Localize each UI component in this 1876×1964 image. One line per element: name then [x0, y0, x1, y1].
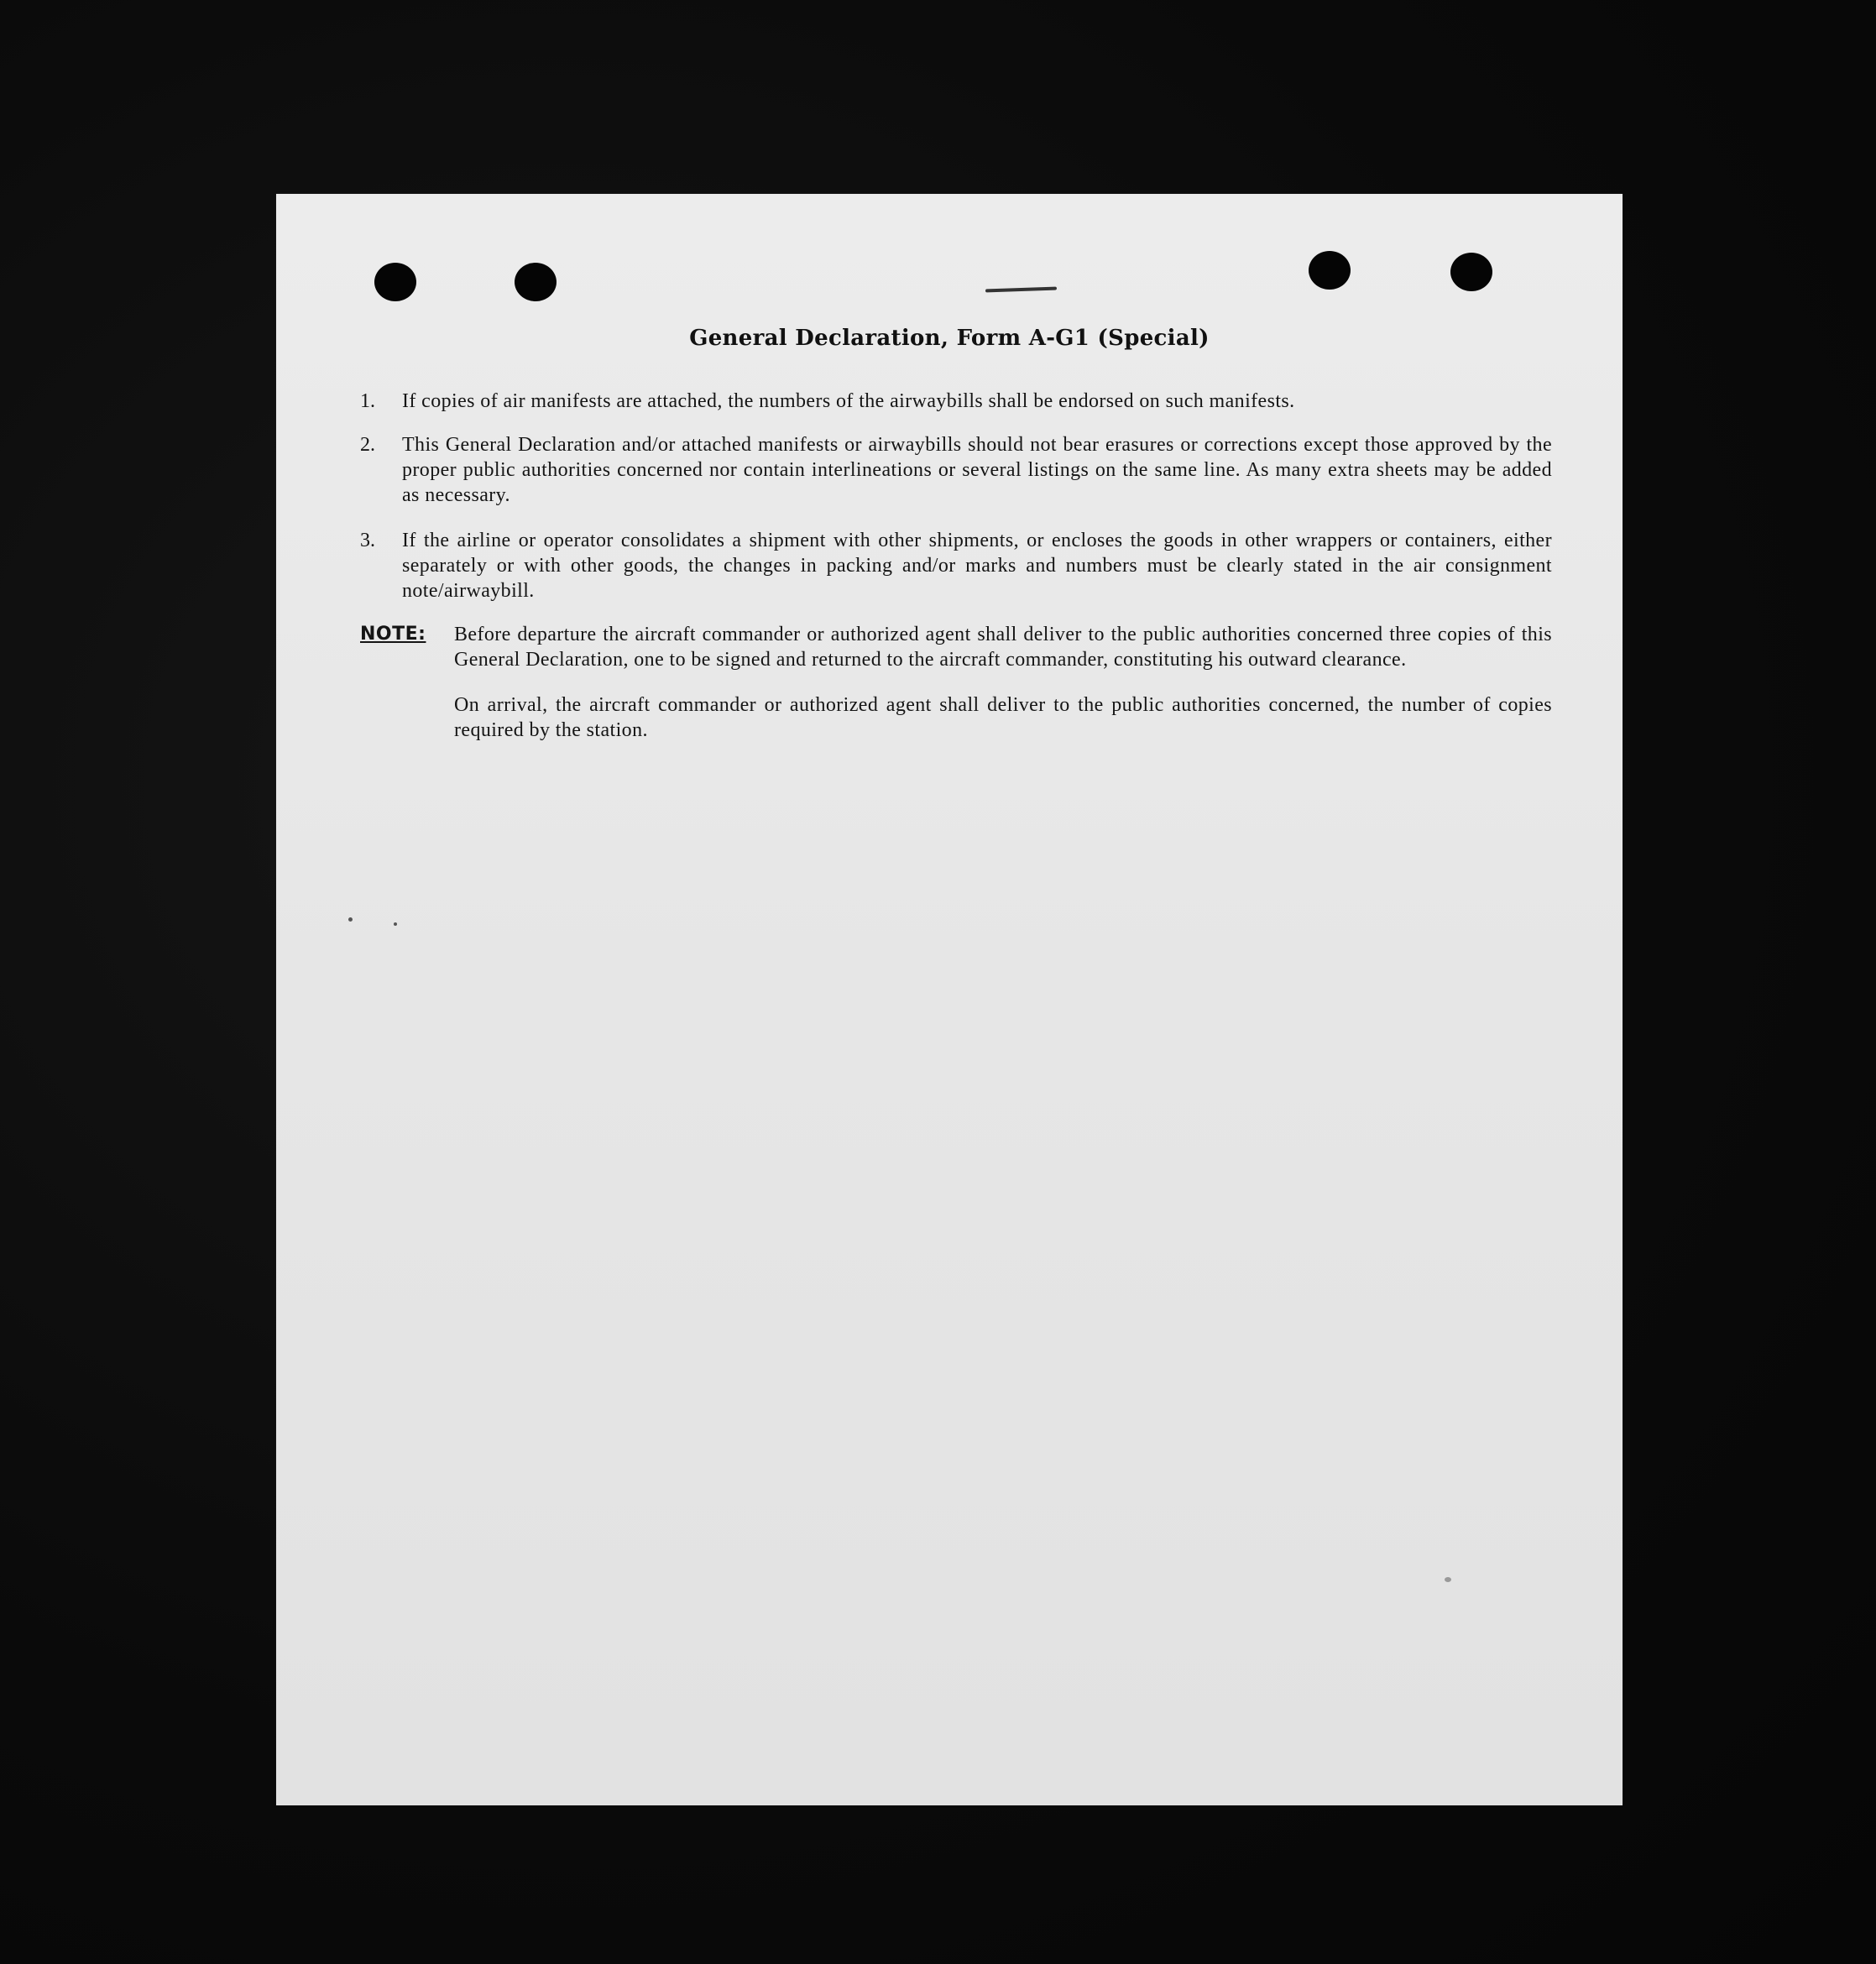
instruction-item-2 [360, 432, 1552, 508]
form-title: General Declaration, Form A-G1 (Special) [689, 326, 1210, 351]
punch-hole [374, 263, 416, 301]
punch-hole [515, 263, 557, 301]
dust-speck [1445, 1577, 1451, 1582]
instruction-item-1 [360, 389, 1552, 414]
note-paragraph-arrival: On arrival, the aircraft commander or authorized agent shall deliver to the public authorities concerned, the number of copies required by the station. [454, 694, 1552, 741]
punch-hole [1309, 251, 1351, 290]
stray-ink-mark [985, 287, 1057, 293]
document-page [276, 194, 1623, 1805]
item-number: 3. [360, 530, 375, 551]
note-section [360, 622, 1552, 743]
item-number: 2. [360, 434, 375, 456]
dust-speck [348, 917, 353, 922]
note-paragraph-departure: Before departure the aircraft commander or authorized agent shall deliver to the public authorities concerned three copies of this General Declaration, one to be signed and returned to the aircraft commander, constituting his outward clearance. [454, 624, 1552, 671]
punch-hole [1450, 253, 1492, 291]
note-label: NOTE: [360, 624, 426, 645]
item-text: If copies of air manifests are attached, the numbers of the airwaybills shall be endorsed on such manifests. [402, 390, 1295, 412]
item-text: If the airline or operator consolidates a shipment with other shipments, or encloses the goods in other wrappers or containers, either separately or with other goods, the changes in packing and/or marks and numbers must be clearly stated in the air consignment note/airwaybill. [402, 530, 1552, 602]
item-number: 1. [360, 390, 375, 412]
instruction-item-3 [360, 528, 1552, 603]
item-text: This General Declaration and/or attached manifests or airwaybills should not bear erasures or corrections except those approved by the proper public authorities concerned nor contain interlineations or several listings on the same line. As many extra sheets may be added as necessary. [402, 434, 1552, 506]
dust-speck [394, 922, 397, 926]
